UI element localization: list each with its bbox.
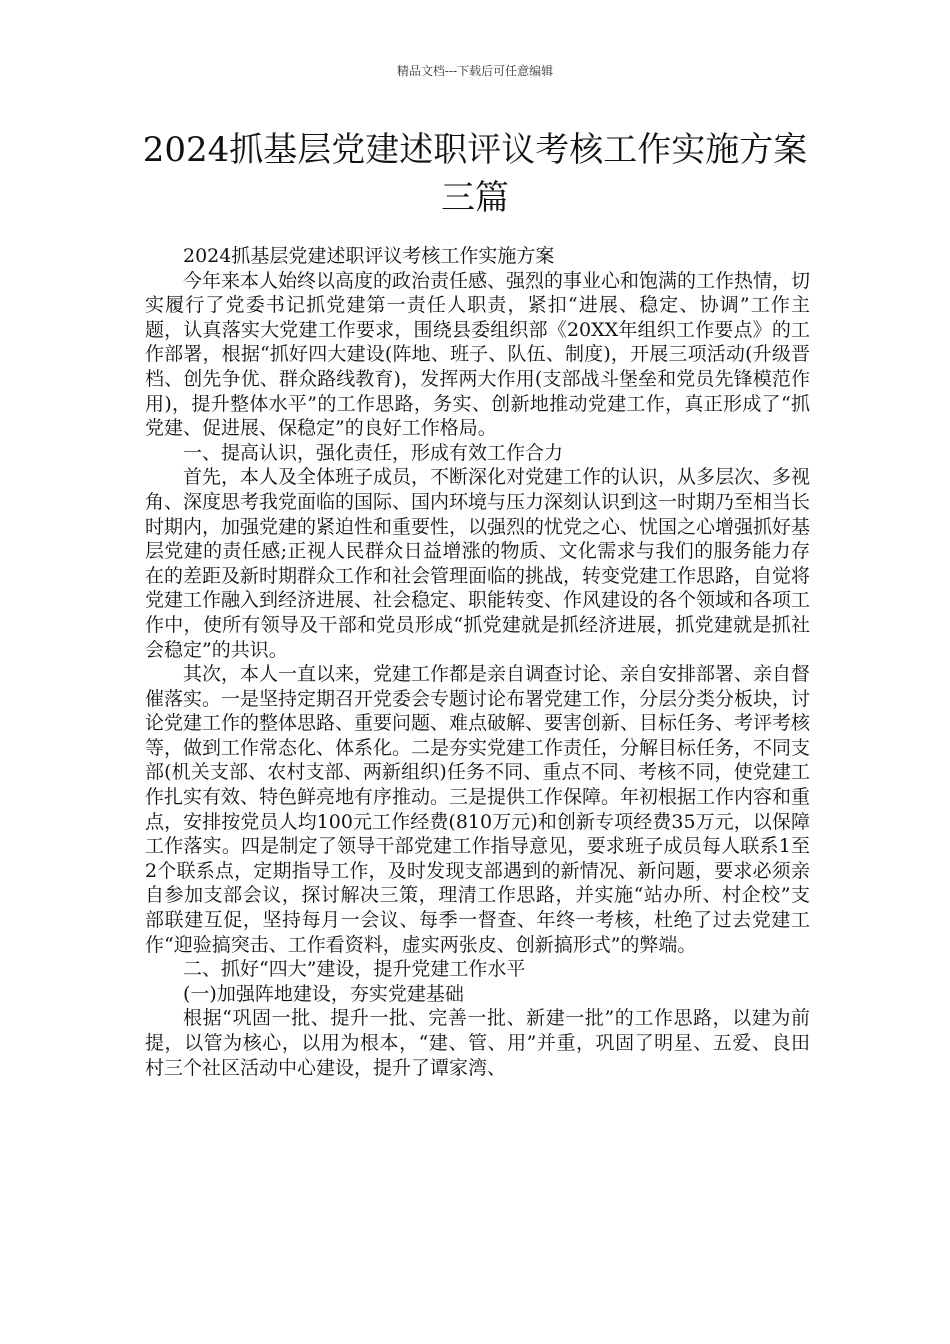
section-heading: 一、提高认识，强化责任，形成有效工作合力 [183, 441, 564, 464]
body-paragraph: 根据“巩固一批、提升一批、完善一批、新建一批”的工作思路，以建为前提，以管为核心，以用为根本，“建、管、用”并重，巩固了明星、五爱、良田村三个社区活动中心建设，提升了谭家湾、 [145, 1007, 810, 1079]
page-header-note: 精品文档---下载后可任意编辑 [396, 64, 554, 78]
body-paragraph: 其次，本人一直以来，党建工作都是亲自调查讨论、亲自安排部署、亲自督催落实。一是坚持定期召开党委会专题讨论布署党建工作，分层分类分板块，讨论党建工作的整体思路、重要问题、难点破解、要害创新、目标任务、考评考核等，做到工作常态化、体系化。二是夯实党建工作责任，分解目标任务，不同支部(机关支部、农村支部、两新组织)任务不同、重点不同、考核不同，使党建工作扎实有效、特色鲜亮地有序推动。三是提供工作保障。年初根据工作内容和重点，安排按党员人均100元工作经费(810万元)和创新专项经费35万元，以保障工作落实。四是制定了领导干部党建工作指导意见，要求班子成员每人联系1至2个联系点，定期指导工作，及时发现支部遇到的新情况、新问题，要求必须亲自参加支部会议，探讨解决三策，理清工作思路，并实施“站办所、村企校”支部联建互促，坚持每月一会议、每季一督查、年终一考核，杜绝了过去党建工作“迎验搞突击、工作看资料，虚实两张皮、创新搞形式”的弊端。 [145, 663, 811, 956]
document-body [145, 244, 810, 1080]
document-title: 2024抓基层党建述职评议考核工作实施方案三篇 [142, 130, 808, 218]
body-paragraph: 首先，本人及全体班子成员，不断深化对党建工作的认识，从多层次、多视角、深度思考我党面临的国际、国内环境与压力深刻认识到这一时期乃至相当长时期内，加强党建的紧迫性和重要性，以强烈的忧党之心、忧国之心增强抓好基层党建的责任感;正视人民群众日益增涨的物质、文化需求与我们的服务能力存在的差距及新时期群众工作和社会管理面临的挑战，转变党建工作思路，自觉将党建工作融入到经济进展、社会稳定、职能转变、作风建设的各个领域和各项工作中，使所有领导及干部和党员形成“抓党建就是抓经济进展，抓党建就是抓社会稳定”的共识。 [145, 466, 811, 661]
subsection-heading: (一)加强阵地建设，夯实党建基础 [183, 982, 464, 1005]
body-paragraph: 今年来本人始终以高度的政治责任感、强烈的事业心和饱满的工作热情，切实履行了党委书记抓党建第一责任人职责，紧扣“进展、稳定、协调”工作主题，认真落实大党建工作要求，围绕县委组织部《20XX年组织工作要点》的工作部署，根据“抓好四大建设(阵地、班子、队伍、制度)，开展三项活动(升级晋档、创先争优、群众路线教育)，发挥两大作用(支部战斗堡垒和党员先锋模范作用)，提升整体水平”的工作思路，务实、创新地推动党建工作，真正形成了“抓党建、促进展、保稳定”的良好工作格局。 [145, 269, 811, 440]
section-heading: 二、抓好“四大”建设，提升党建工作水平 [183, 958, 526, 981]
subtitle-paragraph: 2024抓基层党建述职评议考核工作实施方案 [183, 245, 555, 267]
